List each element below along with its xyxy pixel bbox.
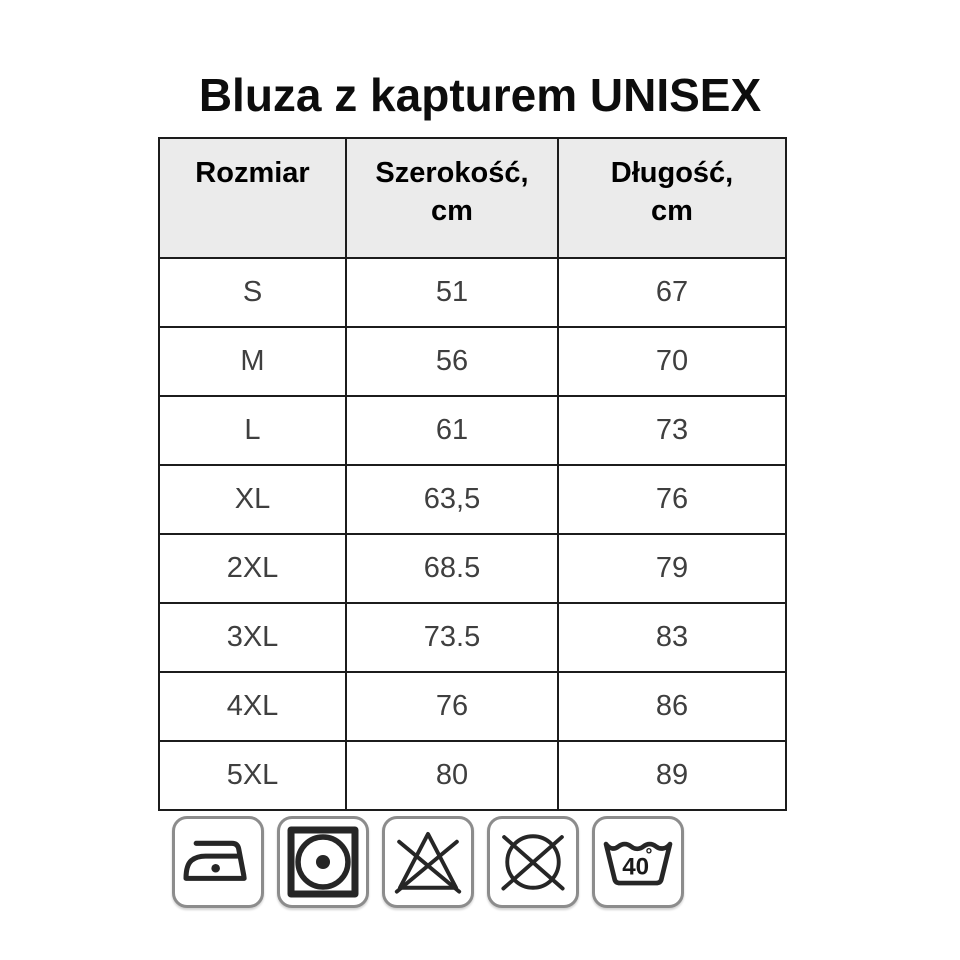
cell-size: M xyxy=(159,327,346,396)
cell-size: 4XL xyxy=(159,672,346,741)
header-row xyxy=(159,138,786,258)
cell-length: 86 xyxy=(558,672,786,741)
size-table-body xyxy=(159,258,786,810)
cell-width: 63,5 xyxy=(346,465,558,534)
page-title: Bluza z kapturem UNISEX xyxy=(198,69,762,121)
cell-size: S xyxy=(159,258,346,327)
cell-width: 51 xyxy=(346,258,558,327)
column-header-unit: cm xyxy=(651,195,693,227)
cell-size: 5XL xyxy=(159,741,346,810)
size-table xyxy=(158,137,787,811)
cell-length: 73 xyxy=(558,396,786,465)
table-row xyxy=(159,465,786,534)
cell-width: 80 xyxy=(346,741,558,810)
cell-width: 73.5 xyxy=(346,603,558,672)
cell-length: 67 xyxy=(558,258,786,327)
cell-length: 89 xyxy=(558,741,786,810)
cell-width: 56 xyxy=(346,327,558,396)
cell-width: 61 xyxy=(346,396,558,465)
table-row xyxy=(159,327,786,396)
column-header xyxy=(558,138,786,258)
table-row xyxy=(159,258,786,327)
cell-width: 68.5 xyxy=(346,534,558,603)
column-header xyxy=(159,138,346,258)
column-header-unit: cm xyxy=(431,195,473,227)
table-row xyxy=(159,534,786,603)
size-table-header xyxy=(159,138,786,258)
cell-size: 2XL xyxy=(159,534,346,603)
column-header-label: Rozmiar xyxy=(195,157,310,189)
cell-length: 79 xyxy=(558,534,786,603)
cell-width: 76 xyxy=(346,672,558,741)
care-icons-row xyxy=(172,816,684,908)
table-row xyxy=(159,741,786,810)
table-row xyxy=(159,603,786,672)
do-not-dry-clean-icon xyxy=(487,816,579,908)
cell-length: 76 xyxy=(558,465,786,534)
wash-40-icon xyxy=(592,816,684,908)
tumble-dry-one-dot-icon xyxy=(277,816,369,908)
iron-one-dot-icon xyxy=(172,816,264,908)
cell-size: XL xyxy=(159,465,346,534)
cell-length: 70 xyxy=(558,327,786,396)
table-row xyxy=(159,672,786,741)
degree-mark: ° xyxy=(645,844,653,865)
cell-size: L xyxy=(159,396,346,465)
table-row xyxy=(159,396,786,465)
column-header-label: Szerokość, xyxy=(375,157,529,189)
wash-temp-label: 40 xyxy=(622,853,650,881)
cell-size: 3XL xyxy=(159,603,346,672)
cell-length: 83 xyxy=(558,603,786,672)
column-header-label: Długość, xyxy=(610,157,734,189)
do-not-bleach-icon xyxy=(382,816,474,908)
column-header xyxy=(346,138,558,258)
